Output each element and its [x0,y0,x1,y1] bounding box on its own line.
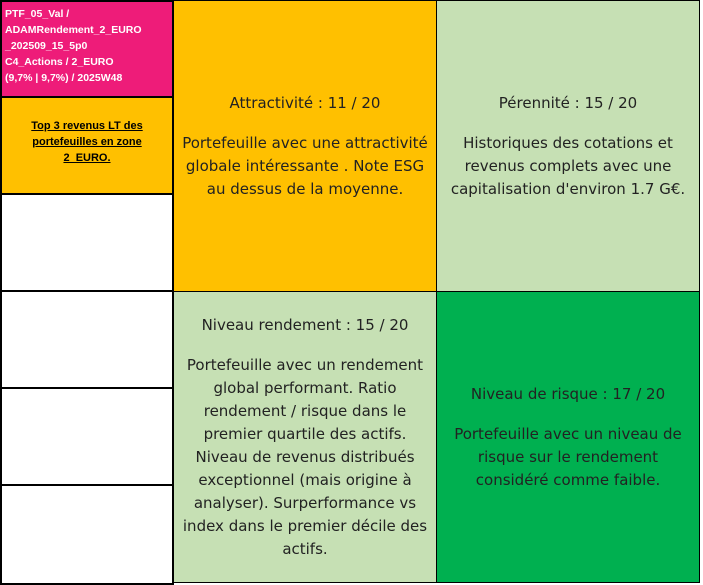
risque-title: Niveau de risque : 17 / 20 [470,384,666,403]
perennite-title: Pérennité : 15 / 20 [498,93,638,112]
risque-body: Portefeuille avec un niveau de risque sur le rendement considéré comme faible. [454,424,682,489]
portfolio-header-cell [0,0,174,98]
rendement-body: Portefeuille avec un rendement global performant. Ratio rendement / risque dans le premier quartile des actifs. Niveau de revenus distribués exceptionnel (mais origine à analyser). Surperformance vs index dans le premier décile des actifs. [182,355,428,558]
empty-cell-3 [0,387,174,486]
rendement-cell [173,291,437,583]
empty-cell-4 [0,484,174,585]
attractivite-cell [173,0,437,292]
perennite-body: Historiques des cotations et revenus complets avec une capitalisation d'environ 1.7 G€. [450,133,686,198]
attractivite-body: Portefeuille avec une attractivité globale intéressante . Note ESG au dessus de la moyenne. [182,133,428,198]
top3-text: Top 3 revenus LT des portefeuilles en zone 2_EURO. [31,120,143,164]
rendement-title: Niveau rendement : 15 / 20 [201,315,409,334]
risque-cell [436,291,700,583]
attractivite-title: Attractivité : 11 / 20 [229,93,381,112]
perennite-cell [436,0,700,292]
empty-cell-1 [0,193,174,292]
portfolio-header-text: PTF_05_Val / ADAMRendement_2_EURO _202509_15_5p0 C4_Actions / 2_EURO (9,7% | 9,7%) / 2025W48 [5,8,142,84]
top3-cell [0,96,174,195]
empty-cell-2 [0,290,174,389]
